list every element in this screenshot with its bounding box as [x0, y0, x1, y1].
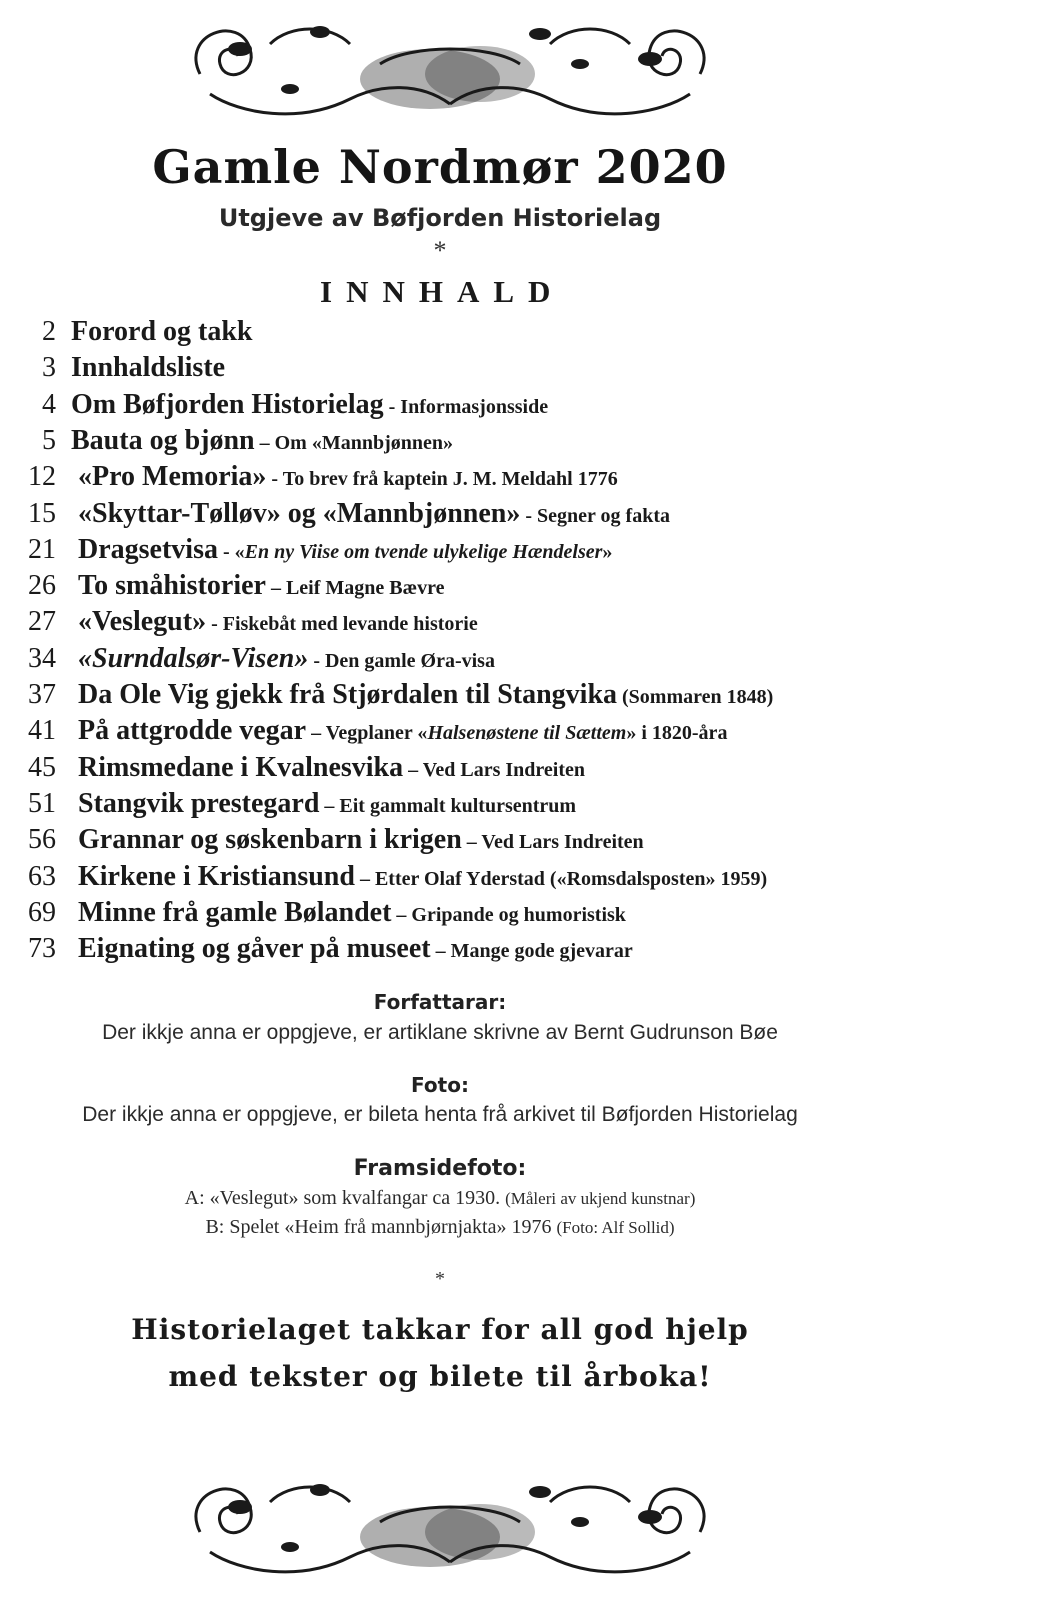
toc-entry-text [78, 677, 773, 717]
closing-line-1: Historielaget takkar for all god hjelp [131, 1313, 749, 1346]
toc-entry-title: Eignating og gåver på museet [78, 933, 431, 965]
toc-entry-subtitle: En ny Viise om tvende ulykelige Hændelser [244, 540, 603, 563]
toc-entry-title: «Pro Memoria» [78, 461, 267, 493]
toc-page-number: 73 [28, 933, 56, 965]
toc-page-number: 37 [28, 679, 56, 710]
toc-entry-title: Bauta og bjønn [71, 424, 255, 456]
toc-entry-subtitle: – Ved Lars Indreiten [461, 831, 644, 854]
toc-entry-text [78, 604, 478, 644]
toc-entry-title: Om Bøfjorden Historielag [71, 388, 384, 420]
toc-entry-title: Rimsmedane i Kvalnesvika [78, 751, 404, 783]
separator-star: * [433, 236, 447, 265]
toc-entry-text [78, 459, 618, 499]
toc-entry-subtitle: – Etter Olaf Yderstad («Romsdalsposten» 1959) [354, 867, 768, 890]
toc-entry-text [78, 496, 670, 536]
cover-line-b-note: (Foto: Alf Sollid) [556, 1218, 675, 1237]
toc-entry-text [71, 314, 253, 354]
page-title: Gamle Nordmør 2020 [152, 140, 728, 194]
toc-entry-title: Forord og takk [71, 316, 253, 347]
toc-entry-subtitle: - Den gamle Øra-visa [308, 649, 495, 672]
authors-heading: Forfattarar: [373, 990, 507, 1014]
toc-entry-text [78, 713, 727, 753]
toc-entry-text [78, 641, 495, 681]
toc-entry-title: Stangvik prestegard [78, 787, 320, 819]
publisher-subtitle: Utgjeve av Bøfjorden Historielag [218, 204, 662, 232]
toc-entry-subtitle: - Segner og fakta [520, 504, 670, 527]
cover-line-b-text: B: Spelet «Heim frå mannbjørnjakta» 1976 [205, 1216, 552, 1238]
cover-photo-line-a [0, 1187, 880, 1210]
toc-entry-subtitle: – Gripande og humoristisk [391, 903, 626, 926]
photo-heading: Foto: [411, 1073, 469, 1097]
toc-entry-text [78, 532, 612, 572]
toc-page-number: 51 [28, 787, 56, 819]
toc-page-number: 12 [28, 461, 56, 493]
toc-entry-title: På attgrodde vegar [78, 715, 307, 747]
toc-entry-subtitle: » i 1820-åra [626, 722, 728, 745]
toc-entry-title: «Skyttar-Tølløv» og «Mannbjønnen» [78, 497, 521, 529]
toc-entry-title: Minne frå gamle Bølandet [78, 896, 392, 928]
toc-entry-subtitle: – Om «Mannbjønnen» [254, 431, 453, 454]
toc-entry-subtitle: - To brev frå kaptein J. M. Meldahl 1776 [266, 468, 618, 491]
toc-entry-text [78, 931, 633, 971]
toc-page-number: 2 [42, 316, 56, 347]
toc-entry-text [71, 350, 225, 390]
toc-entry-subtitle: – Vegplaner « [306, 722, 428, 745]
toc-entry-subtitle: – Ved Lars Indreiten [403, 758, 586, 781]
toc-entry-subtitle: (Sommaren 1848) [617, 686, 774, 708]
toc-page-number: 41 [28, 715, 56, 747]
toc-entry-title: Dragsetvisa [78, 533, 218, 565]
toc-page-number: 3 [42, 352, 56, 384]
toc-page-number: 27 [28, 606, 56, 638]
toc-page-number: 21 [28, 533, 56, 565]
decorative-ornament-bottom [180, 1462, 720, 1590]
toc-entry-subtitle: - « [217, 540, 245, 563]
toc-entry-title: Da Ole Vig gjekk frå Stjørdalen til Stangvika [78, 679, 618, 710]
toc-entry-text [78, 859, 767, 899]
toc-entry-subtitle: – Mange gode gjevarar [430, 940, 633, 963]
cover-photo-heading: Framsidefoto: [353, 1156, 527, 1181]
toc-entry-title: Grannar og søskenbarn i krigen [78, 824, 462, 856]
toc-entry-subtitle: - Fiskebåt med levande historie [206, 613, 478, 636]
contents-heading: INNHALD [320, 274, 565, 309]
toc-page-number: 15 [28, 497, 56, 529]
toc-page-number: 34 [28, 642, 56, 674]
toc-page-number: 45 [28, 751, 56, 783]
toc-entry-text [78, 786, 576, 826]
toc-entry-title: «Veslegut» [78, 606, 207, 638]
toc-page-number: 69 [28, 896, 56, 928]
toc-page-number: 5 [42, 424, 56, 456]
toc-entry-title: «Surndalsør-Visen» [78, 642, 309, 674]
separator-star-2: * [435, 1268, 445, 1290]
toc-entry-subtitle: – Eit gammalt kultursentrum [319, 794, 577, 817]
cover-line-a-text: A: «Veslegut» som kvalfangar ca 1930. [184, 1187, 501, 1209]
toc-entry-text [71, 423, 453, 463]
decorative-ornament-top [180, 4, 720, 132]
cover-photo-line-b [0, 1216, 880, 1239]
toc-entry-title: Innhaldsliste [71, 352, 226, 384]
toc-entry-text [78, 750, 585, 790]
toc-entry-title: To småhistorier [78, 570, 266, 602]
toc-page-number: 4 [42, 388, 56, 420]
toc-entry-text [78, 895, 626, 935]
toc-page-number: 63 [28, 860, 56, 892]
toc-entry-text [78, 822, 644, 862]
toc-entry-subtitle: Halsenøstene til Sættem [427, 722, 627, 745]
toc-entry-text [78, 568, 444, 608]
toc-entry-text [71, 387, 548, 427]
toc-entry-subtitle: » [602, 540, 613, 563]
toc-entry-subtitle: – Leif Magne Bævre [265, 577, 445, 600]
cover-line-a-note: (Måleri av ukjend kunstnar) [505, 1189, 696, 1208]
toc-entry-subtitle: - Informasjonsside [383, 395, 549, 418]
toc-page-number: 26 [28, 570, 56, 602]
authors-text: Der ikkje anna er oppgjeve, er artiklane skrivne av Bernt Gudrunson Bøe [102, 1021, 778, 1044]
toc-entry-title: Kirkene i Kristiansund [78, 860, 355, 892]
photo-text: Der ikkje anna er oppgjeve, er bileta henta frå arkivet til Bøfjorden Historielag [82, 1103, 798, 1126]
closing-line-2: med tekster og bilete til årboka! [168, 1360, 712, 1393]
toc-page-number: 56 [28, 824, 56, 856]
